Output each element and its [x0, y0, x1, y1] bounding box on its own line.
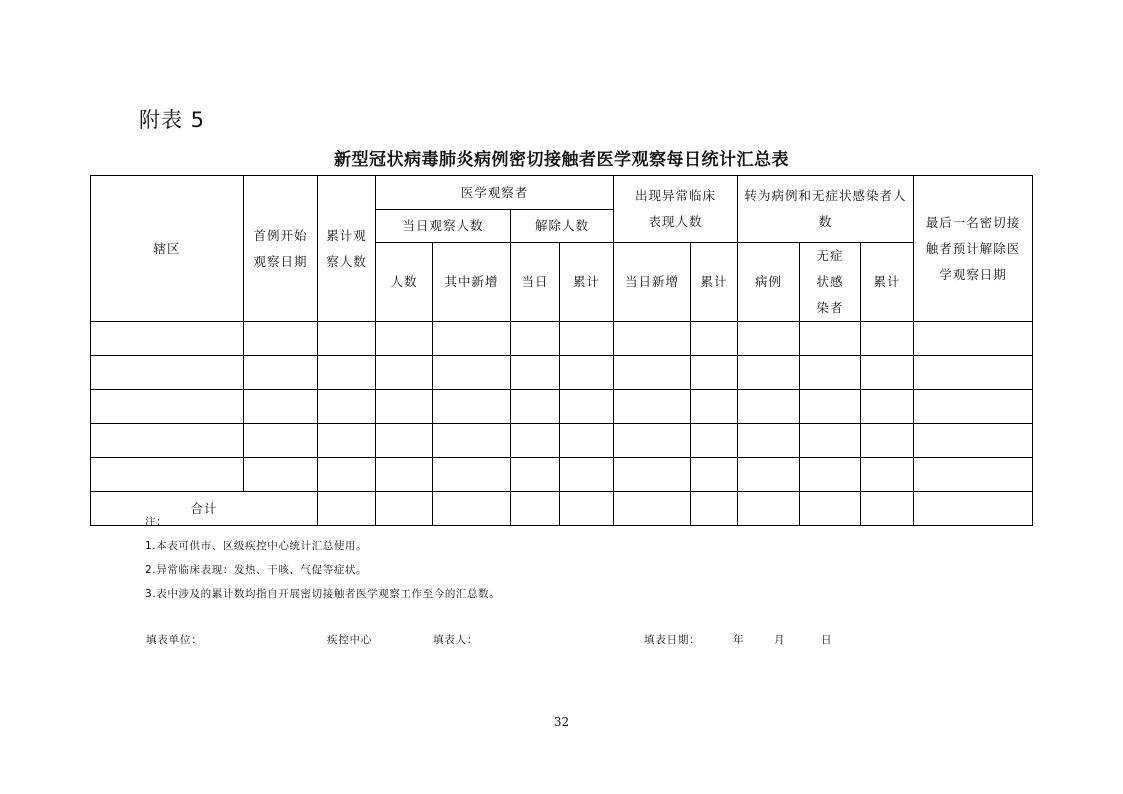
table-title: 新型冠状病毒肺炎病例密切接触者医学观察每日统计汇总表 [334, 150, 789, 170]
table-row [91, 424, 1033, 458]
page-number: 32 [553, 715, 570, 729]
appendix-label: 附表 5 [139, 108, 206, 132]
header-abnormal: 出现异常临床表现人数 [614, 176, 738, 243]
header-abnormal-cumulative: 累计 [691, 243, 738, 322]
footer-filler-label: 填表人： [433, 634, 479, 646]
footer-unit-value: 疾控中心 [327, 634, 373, 646]
note-item: 1.本表可供市、区级疾控中心统计汇总使用。 [145, 540, 368, 552]
header-converted: 转为病例和无症状感染者人数 [738, 176, 914, 243]
footer-date-label: 填表日期： [644, 634, 701, 646]
header-count: 人数 [376, 243, 433, 322]
header-asymptomatic: 无症状感染者 [800, 243, 861, 322]
notes-heading: 注： [145, 516, 168, 528]
footer-month: 月 [774, 634, 786, 646]
header-today-observing: 当日观察人数 [376, 210, 511, 243]
header-last-contact: 最后一名密切接触者预计解除医学观察日期 [914, 176, 1033, 322]
header-cumulative-observed: 累计观察人数 [318, 176, 376, 322]
header-released-cumulative: 累计 [560, 243, 614, 322]
notes-section [145, 514, 500, 610]
header-first-date: 首例开始观察日期 [244, 176, 318, 322]
footer-year: 年 [733, 634, 745, 646]
header-new-among: 其中新增 [433, 243, 511, 322]
total-label: 合计 [91, 492, 318, 526]
header-day-new: 当日新增 [614, 243, 691, 322]
header-cases: 病例 [738, 243, 800, 322]
table-row [91, 390, 1033, 424]
table-row [91, 322, 1033, 356]
footer-day: 日 [821, 634, 833, 646]
table-row [91, 458, 1033, 492]
footer-unit-label: 填表单位： [146, 634, 203, 646]
header-released: 解除人数 [511, 210, 614, 243]
table-row [91, 356, 1033, 390]
header-converted-cumulative: 累计 [861, 243, 914, 322]
statistics-table [90, 175, 1033, 526]
header-same-day: 当日 [511, 243, 560, 322]
note-item: 3.表中涉及的累计数均指自开展密切接触者医学观察工作至今的汇总数。 [145, 588, 501, 600]
header-medical-observers: 医学观察者 [376, 176, 614, 210]
header-district: 辖区 [91, 176, 244, 322]
note-item: 2.异常临床表现：发热、干咳、气促等症状。 [145, 564, 368, 576]
